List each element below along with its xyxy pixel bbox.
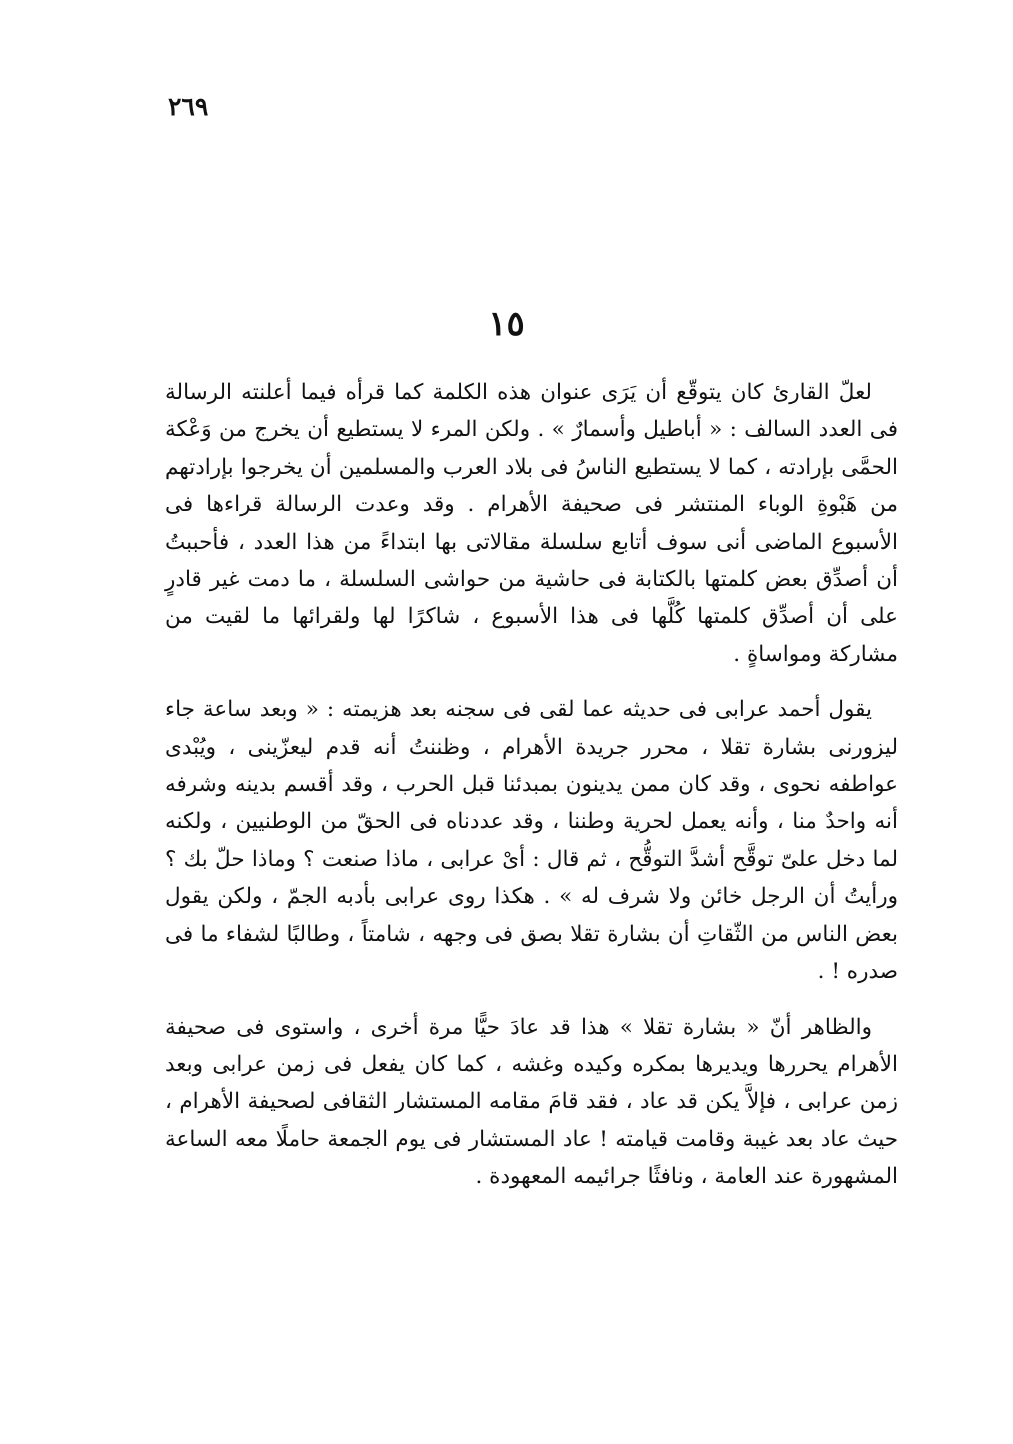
page-number: ٢٦٩ bbox=[168, 92, 209, 121]
paragraph-3: والظاهر أنّ « بشارة تقلا » هذا قد عادَ حيًّا مرة أخرى ، واستوى فى صحيفة الأهرام يحررها ويديرها بمكره وكيده وغشه ، كما كان يفعل فى زمن عرابى وبعد زمن عرابى ، فإلاَّ يكن قد عاد ، فقد قامَ مقامه المستشار الثقافى لصحيفة الأهرام ، حيث عاد بعد غيبة وقامت قيامته ! عاد المستشار فى يوم الجمعة حاملًا معه الساعة المشهورة عند العامة ، ونافثًا جرائيمه المعهودة . bbox=[165, 1014, 898, 1190]
chapter-number: ١٥ bbox=[488, 304, 525, 344]
article-body bbox=[165, 374, 898, 1214]
paragraph-1: لعلّ القارئ كان يتوقّع أن يَرَى عنوان هذه الكلمة كما قرأه فيما أعلنته الرسالة فى العدد السالف : « أباطيل وأسمارٌ » . ولكن المرء لا يستطيع أن يخرج من وَعْكة الحمَّى بإرادته ، كما لا يستطيع الناسُ فى بلاد العرب والمسلمين أن يخرجوا بإرادتهم من هَبْوةِ الوباء المنتشر فى صحيفة الأهرام . وقد وعدت الرسالة قراءها فى الأسبوع الماضى أنى سوف أتابع سلسلة مقالاتى بها ابتداءً من هذا العدد ، فأحببتُ أن أصدِّق بعض كلمتها بالكتابة فى حاشية من حواشى السلسلة ، ما دمت غير قادرٍ على أن أصدِّق كلمتها كُلَّها فى هذا الأسبوع ، شاكرًا لها ولقرائها ما لقيت من مشاركة ومواساةٍ . bbox=[165, 380, 898, 667]
paragraph-2: يقول أحمد عرابى فى حديثه عما لقى فى سجنه بعد هزيمته : « وبعد ساعة جاء ليزورنى بشارة تقلا ، محرر جريدة الأهرام ، وظننتُ أنه قدم ليعزّينى ، ويُبْدى عواطفه نحوى ، وقد كان ممن يدينون بمبدئنا قبل الحرب ، وقد أقسم بدينه وشرفه أنه واحدٌ منا ، وأنه يعمل لحرية وطننا ، وقد عددناه فى الحقّ من الوطنيين ، ولكنه لما دخل علىّ توقَّح أشدَّ التوقُّح ، ثم قال : أىْ عرابى ، ماذا صنعت ؟ وماذا حلّ بك ؟ ورأيتُ أن الرجل خائن ولا شرف له » . هكذا روى عرابى بأدبه الجمّ ، ولكن يقول بعض الناس من الثّقاتِ أن بشارة تقلا بصق فى وجهه ، شامتاً ، وطالبًا لشفاء ما فى صدره ! . bbox=[165, 697, 898, 985]
